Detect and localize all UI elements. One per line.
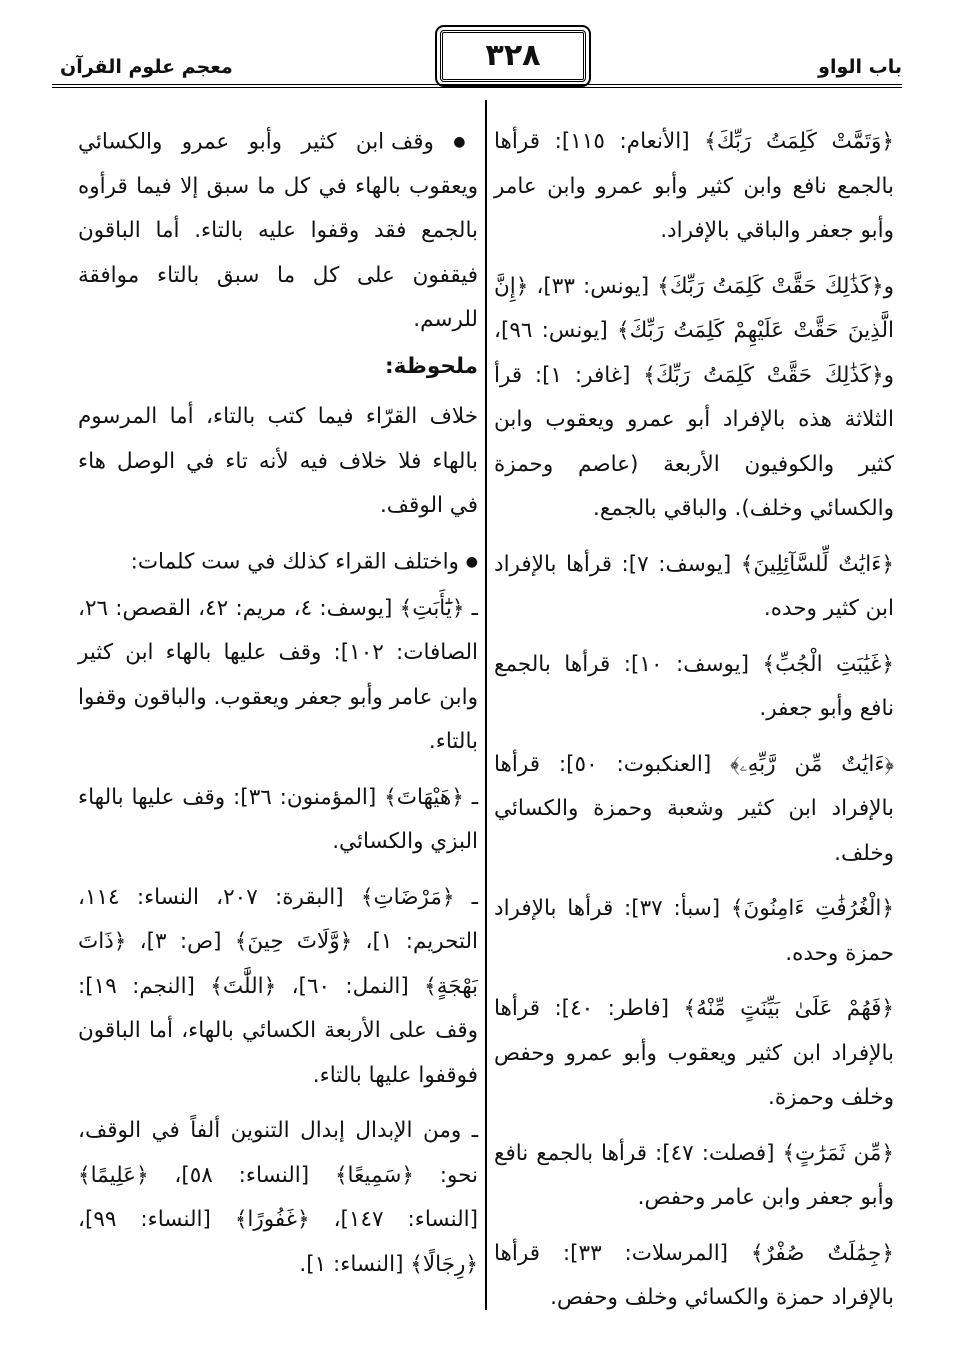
paragraph: ﴿ءَايَٰتٌ مِّن رَّبِّهِۦ﴾ [العنكبوت: ٥٠]: قرأها بالإفراد ابن كثير وشعبة وحمزة والكسائي وخلف. <box>494 751 894 866</box>
paragraph: ـ ﴿هَيْهَاتَ﴾ [المؤمنون: ٣٦]: وقف عليها بالهاء البزي والكسائي. <box>78 784 478 854</box>
paragraph: ﴿غَيَٰبَتِ الْجُبِّ﴾ [يوسف: ١٠]: قرأها بالجمع نافع وأبو جعفر. <box>494 651 894 721</box>
paragraph-text: واختلف القراء كذلك في ست كلمات: <box>130 549 459 574</box>
paragraph: ﴿الْغُرُفَٰتِ ءَامِنُونَ﴾ [سبأ: ٣٧]: قرأها بالإفراد حمزة وحده. <box>494 896 894 966</box>
bullet-paragraph <box>78 540 478 585</box>
paragraph: و﴿كَذَٰلِكَ حَقَّتْ كَلِمَتُ رَبِّكَ﴾ [يونس: ٣٣]، ﴿إِنَّ الَّذِينَ حَقَّتْ عَلَيْهِمْ كَلِمَتُ رَبِّكَ﴾ [يونس: ٩٦]، و﴿كَذَٰلِكَ حَقَّتْ كَلِمَتُ رَبِّكَ﴾ [غافر: ١]: قرأ الثلاثة هذه بالإفراد أبو عمرو ويعقوب وابن كثير والكوفيون الأربعة (عاصم وحمزة والكسائي وخلف). والباقي بالجمع. <box>494 273 894 521</box>
bullet-paragraph <box>78 120 478 343</box>
chapter-title: باب الواو <box>818 56 902 78</box>
paragraph: ﴿مِّن ثَمَرَٰتٍ﴾ [فصلت: ٤٧]: قرأها بالجمع نافع وأبو جعفر وابن عامر وحفص. <box>494 1140 894 1210</box>
note-heading: ملحوظة: <box>385 353 478 379</box>
left-column <box>78 120 478 1298</box>
book-title: معجم علوم القرآن <box>60 56 233 78</box>
paragraph: ﴿جِمَٰلَتٌ صُفْرٌ﴾ [المرسلات: ٣٣]: قرأها بالإفراد حمزة والكسائي وخلف وحفص. <box>494 1240 894 1310</box>
bullet-icon: ● <box>465 553 478 570</box>
paragraph: ـ ﴿يَٰٓأَبَتِ﴾ [يوسف: ٤، مريم: ٤٢، القصص: ٢٦، الصافات: ١٠٢]: وقف عليها بالهاء ابن كثير وابن عامر وأبو جعفر ويعقوب. والباقون وقفوا بالتاء. <box>78 595 478 754</box>
paragraph: ﴿فَهُمْ عَلَىٰ بَيِّنَتٍ مِّنْهُ﴾ [فاطر: ٤٠]: قرأها بالإفراد ابن كثير ويعقوب وأبو عمرو وحفص وخلف وحمزة. <box>494 996 894 1110</box>
paragraph: خلاف القرّاء فيما كتب بالتاء، أما المرسوم بالهاء فلا خلاف فيه لأنه تاء في الوصل هاء في الوقف. <box>78 404 478 519</box>
page-number: ٣٢٨ <box>440 30 586 82</box>
paragraph: ﴿وَتَمَّتْ كَلِمَتُ رَبِّكَ﴾ [الأنعام: ١١٥]: قرأها بالجمع نافع وابن كثير وأبو عمرو وابن عامر وأبو جعفر والباقي بالإفراد. <box>494 129 895 243</box>
paragraph: ـ ومن الإبدال إبدال التنوين ألفاً في الوقف، نحو: ﴿سَمِيعًا﴾ [النساء: ٥٨]، ﴿عَلِيمًا﴾ [النساء: ١٤٧]، ﴿غَفُورًا﴾ [النساء: ٩٩]، ﴿رِجَالًا﴾ [النساء: ١]. <box>78 1118 479 1277</box>
header-rule <box>52 84 902 88</box>
right-column <box>494 120 894 1332</box>
paragraph: ﴿ءَايَٰتٌ لِّلسَّآئِلِينَ﴾ [يوسف: ٧]: قرأها بالإفراد ابن كثير وحده. <box>494 551 894 621</box>
bullet-icon: ● <box>453 134 478 150</box>
column-divider <box>485 100 487 1310</box>
page-header <box>40 30 914 90</box>
paragraph-text: وقف ابن كثير وأبو عمرو والكسائي ويعقوب بالهاء في كل ما سبق إلا فيما قرأوه بالجمع فقد وقفوا عليه بالتاء. أما الباقون فيقفون على كل ما سبق بالتاء موافقة للرسم. <box>78 129 478 333</box>
paragraph: ـ ﴿مَرْضَاتِ﴾ [البقرة: ٢٠٧، النساء: ١١٤، التحريم: ١]، ﴿وَّلَاتَ حِينَ﴾ [ص: ٣]، ﴿ذَاتَ بَهْجَةٍ﴾ [النمل: ٦٠]، ﴿اللَّٰتَ﴾ [النجم: ١٩]: وقف على الأربعة الكسائي بالهاء، أما الباقون فوقفوا عليها بالتاء. <box>78 884 479 1088</box>
